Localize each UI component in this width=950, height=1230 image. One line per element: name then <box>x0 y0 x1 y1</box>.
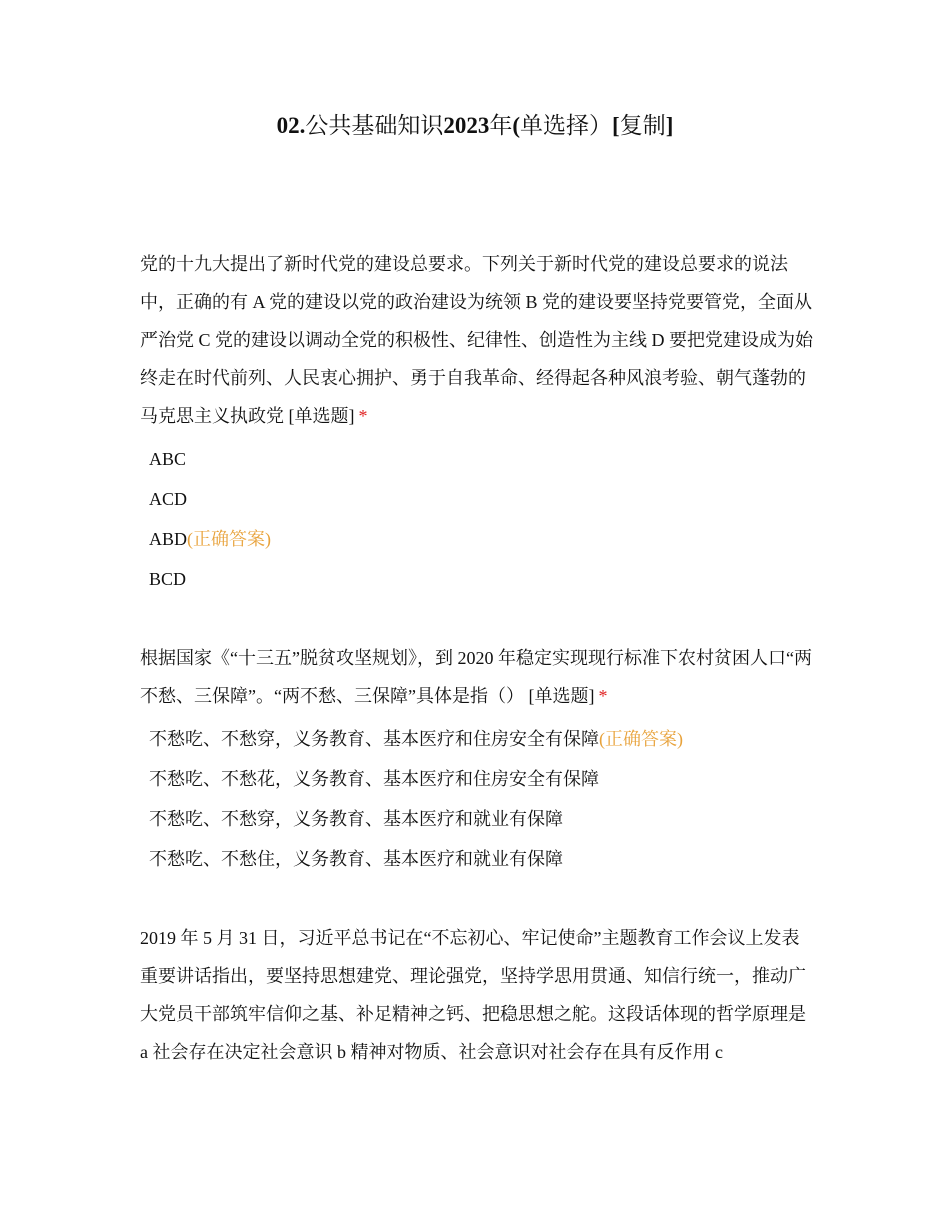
question-stem: 2019 年 5 月 31 日，习近平总书记在“不忘初心、牢记使命”主题教育工作会议上发表重要讲话指出，要坚持思想建党、理论强党，坚持学思用贯通、知信行统一，推动广大党员干部筑牢信仰之基、补足精神之钙、把稳思想之舵。这段话体现的哲学原理是 a 社会存在决定社会意识 b 精神对物质、社会意识对社会存在具有反作用 c <box>140 928 806 1062</box>
title-bracket-open: [ <box>612 113 620 138</box>
option-label: 不愁吃、不愁穿，义务教育、基本医疗和住房安全有保障 <box>149 729 599 749</box>
copy-link[interactable]: 复制 <box>619 113 666 138</box>
question-text <box>140 245 816 435</box>
title-bracket-close: ] <box>665 113 674 138</box>
page-title <box>0 110 950 142</box>
required-marker: * <box>358 406 368 426</box>
title-subject: 公共基础知识 <box>305 113 444 138</box>
option-label: ABC <box>149 449 187 469</box>
question-text <box>140 639 816 715</box>
question-text <box>140 919 816 1071</box>
option-item[interactable] <box>140 479 816 519</box>
title-paren-open: ( <box>512 113 521 138</box>
option-list <box>140 439 816 599</box>
option-item[interactable] <box>140 759 816 799</box>
title-year-suffix: 年 <box>489 113 513 138</box>
option-item[interactable] <box>140 839 816 879</box>
option-label: 不愁吃、不愁穿，义务教育、基本医疗和就业有保障 <box>149 809 563 829</box>
option-item[interactable] <box>140 519 816 559</box>
option-list <box>140 719 816 879</box>
question-stem: 党的十九大提出了新时代党的建设总要求。下列关于新时代党的建设总要求的说法中，正确的有 A 党的建设以党的政治建设为统领 B 党的建设要坚持党要管党，全面从严治党 C 党的建设以调动全党的积极性、纪律性、创造性为主线 D 要把党建设成为始终走在时代前列、人民衷心拥护、勇于自我革命、经得起各种风浪考验、朝气蓬勃的马克思主义执政党 [单选题] <box>140 254 814 426</box>
option-label: ABD <box>149 529 188 549</box>
option-item[interactable] <box>140 439 816 479</box>
title-number: 02. <box>276 113 306 138</box>
title-year: 2023 <box>443 113 490 138</box>
title-type: 单选择） <box>520 113 613 138</box>
required-marker: * <box>598 686 608 706</box>
option-label: 不愁吃、不愁住，义务教育、基本医疗和就业有保障 <box>149 849 563 869</box>
correct-answer-badge: (正确答案) <box>599 729 683 749</box>
option-item[interactable] <box>140 799 816 839</box>
option-item[interactable] <box>140 719 816 759</box>
option-label: 不愁吃、不愁花，义务教育、基本医疗和住房安全有保障 <box>149 769 599 789</box>
option-label: ACD <box>149 489 188 509</box>
question-2 <box>140 639 816 879</box>
question-stem: 根据国家《“十三五”脱贫攻坚规划》，到 2020 年稳定实现现行标准下农村贫困人口“两不愁、三保障”。“两不愁、三保障”具体是指（） [单选题] <box>140 648 812 706</box>
question-3 <box>140 919 816 1071</box>
option-label: BCD <box>149 569 187 589</box>
correct-answer-badge: (正确答案) <box>187 529 272 549</box>
option-item[interactable] <box>140 559 816 599</box>
question-1 <box>140 245 816 599</box>
